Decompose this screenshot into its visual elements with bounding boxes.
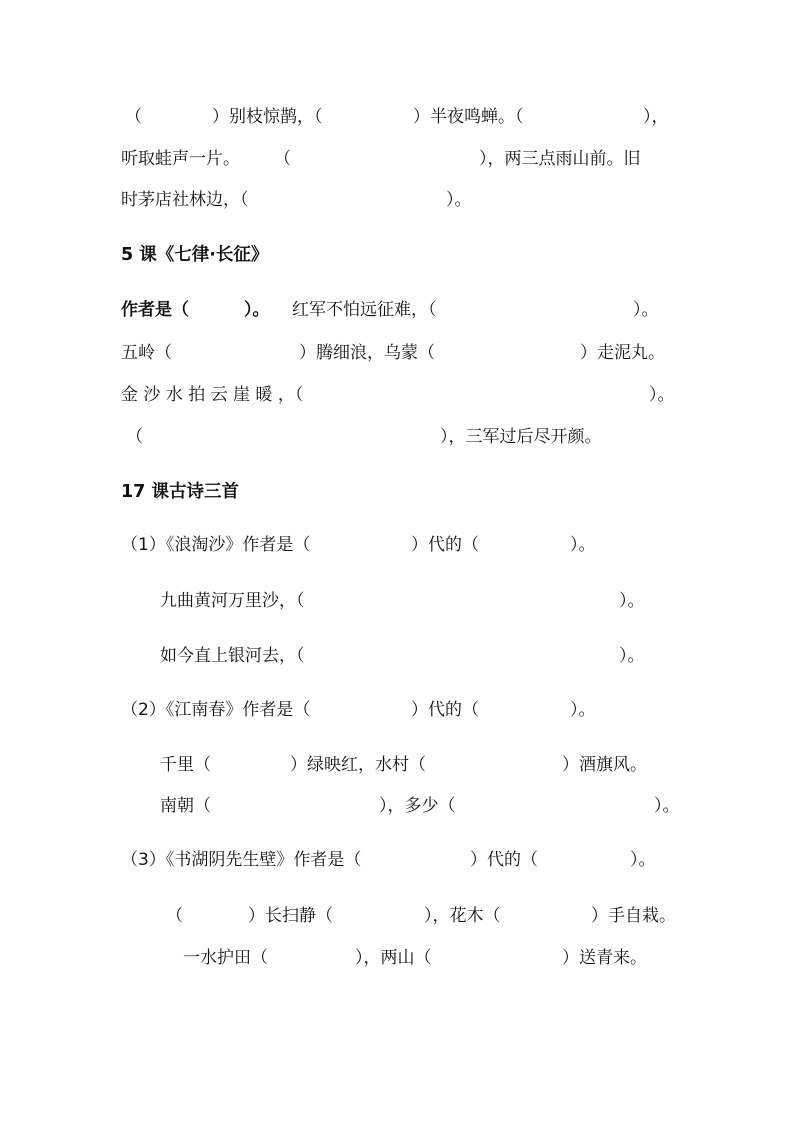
text-fragment: ）别枝惊鹊，（ [212,107,323,127]
text-fragment: （ [166,906,183,926]
text-fragment: 金 沙 水 拍 云 崖 暖 ，（ [121,385,304,405]
text-fragment: ）。 [619,646,645,666]
poem-3-line-1 [0,902,794,930]
text-fragment: ）长扫静（ [248,906,333,926]
text-fragment: （ [125,107,142,127]
text-fragment: ）。 [244,300,270,320]
text-fragment: 时茅店社林边，（ [121,190,249,210]
text-fragment: ）腾细浪，乌蒙（ [299,343,435,363]
text-fragment: ）。 [570,700,596,720]
text-fragment: 一水护田（ [183,948,268,968]
lesson-5-line-3 [0,381,794,409]
fill-line-1 [0,103,794,131]
text-fragment: 红军不怕远征难，（ [292,300,437,320]
poem-2-line-1 [0,751,794,779]
text-fragment: ）代的（ [411,535,479,555]
lesson-5-line-2 [0,339,794,367]
text-fragment: ）绿映红，水村（ [290,755,426,775]
poem-1-line-1 [0,587,794,615]
lesson-5-title: 5 课《七律·长征》 [121,245,269,265]
text-fragment: ）， [643,107,669,127]
text-fragment: ），花木（ [424,906,501,926]
text-fragment: ）。 [630,850,656,870]
text-fragment: ）手自栽。 [591,906,676,926]
lesson-5-line-4 [0,423,794,451]
text-fragment: 千里（ [160,755,211,775]
poem-3-line-2 [0,944,794,972]
poem-1-line-2 [0,642,794,670]
text-fragment: ），三军过后尽开颜。 [440,427,602,447]
text-fragment: （2）《江南春》作者是（ [121,700,311,720]
text-fragment: ）。 [654,796,680,816]
text-fragment: ）。 [570,535,596,555]
lesson-17-title: 17 课古诗三首 [121,482,239,502]
poem-1-header [0,531,794,559]
text-fragment: （3）《书湖阴先生壁》作者是（ [121,850,362,870]
text-fragment: ）酒旗风。 [562,755,647,775]
text-fragment: 如今直上银河去，（ [160,646,305,666]
text-fragment: ），两山（ [355,948,432,968]
fill-line-3 [0,186,794,214]
text-fragment: ）代的（ [411,700,479,720]
text-fragment: （ [126,427,143,447]
text-fragment: 作者是（ [121,300,189,320]
text-fragment: 九曲黄河万里沙，（ [160,591,305,611]
text-fragment: ）。 [446,190,472,210]
poem-2-line-2 [0,792,794,820]
poem-3-header [0,846,794,874]
text-fragment: ）。 [633,300,659,320]
fill-line-2 [0,145,794,173]
text-fragment: ）。 [649,385,675,405]
text-fragment: 五岭（ [121,343,172,363]
text-fragment: 南朝（ [160,796,211,816]
lesson-5-line-1b [0,296,794,324]
text-fragment: （1）《浪淘沙》作者是（ [121,535,311,555]
text-fragment: ）。 [619,591,645,611]
text-fragment: ），两三点雨山前。旧 [479,149,641,169]
text-fragment: 听取蛙声一片。 [121,149,240,169]
text-fragment: ）走泥丸。 [580,343,665,363]
text-fragment: ），多少（ [379,796,456,816]
text-fragment: （ [274,149,291,169]
text-fragment: ）送青来。 [562,948,647,968]
poem-2-header [0,696,794,724]
text-fragment: ）代的（ [470,850,538,870]
text-fragment: ）半夜鸣蝉。（ [413,107,524,127]
